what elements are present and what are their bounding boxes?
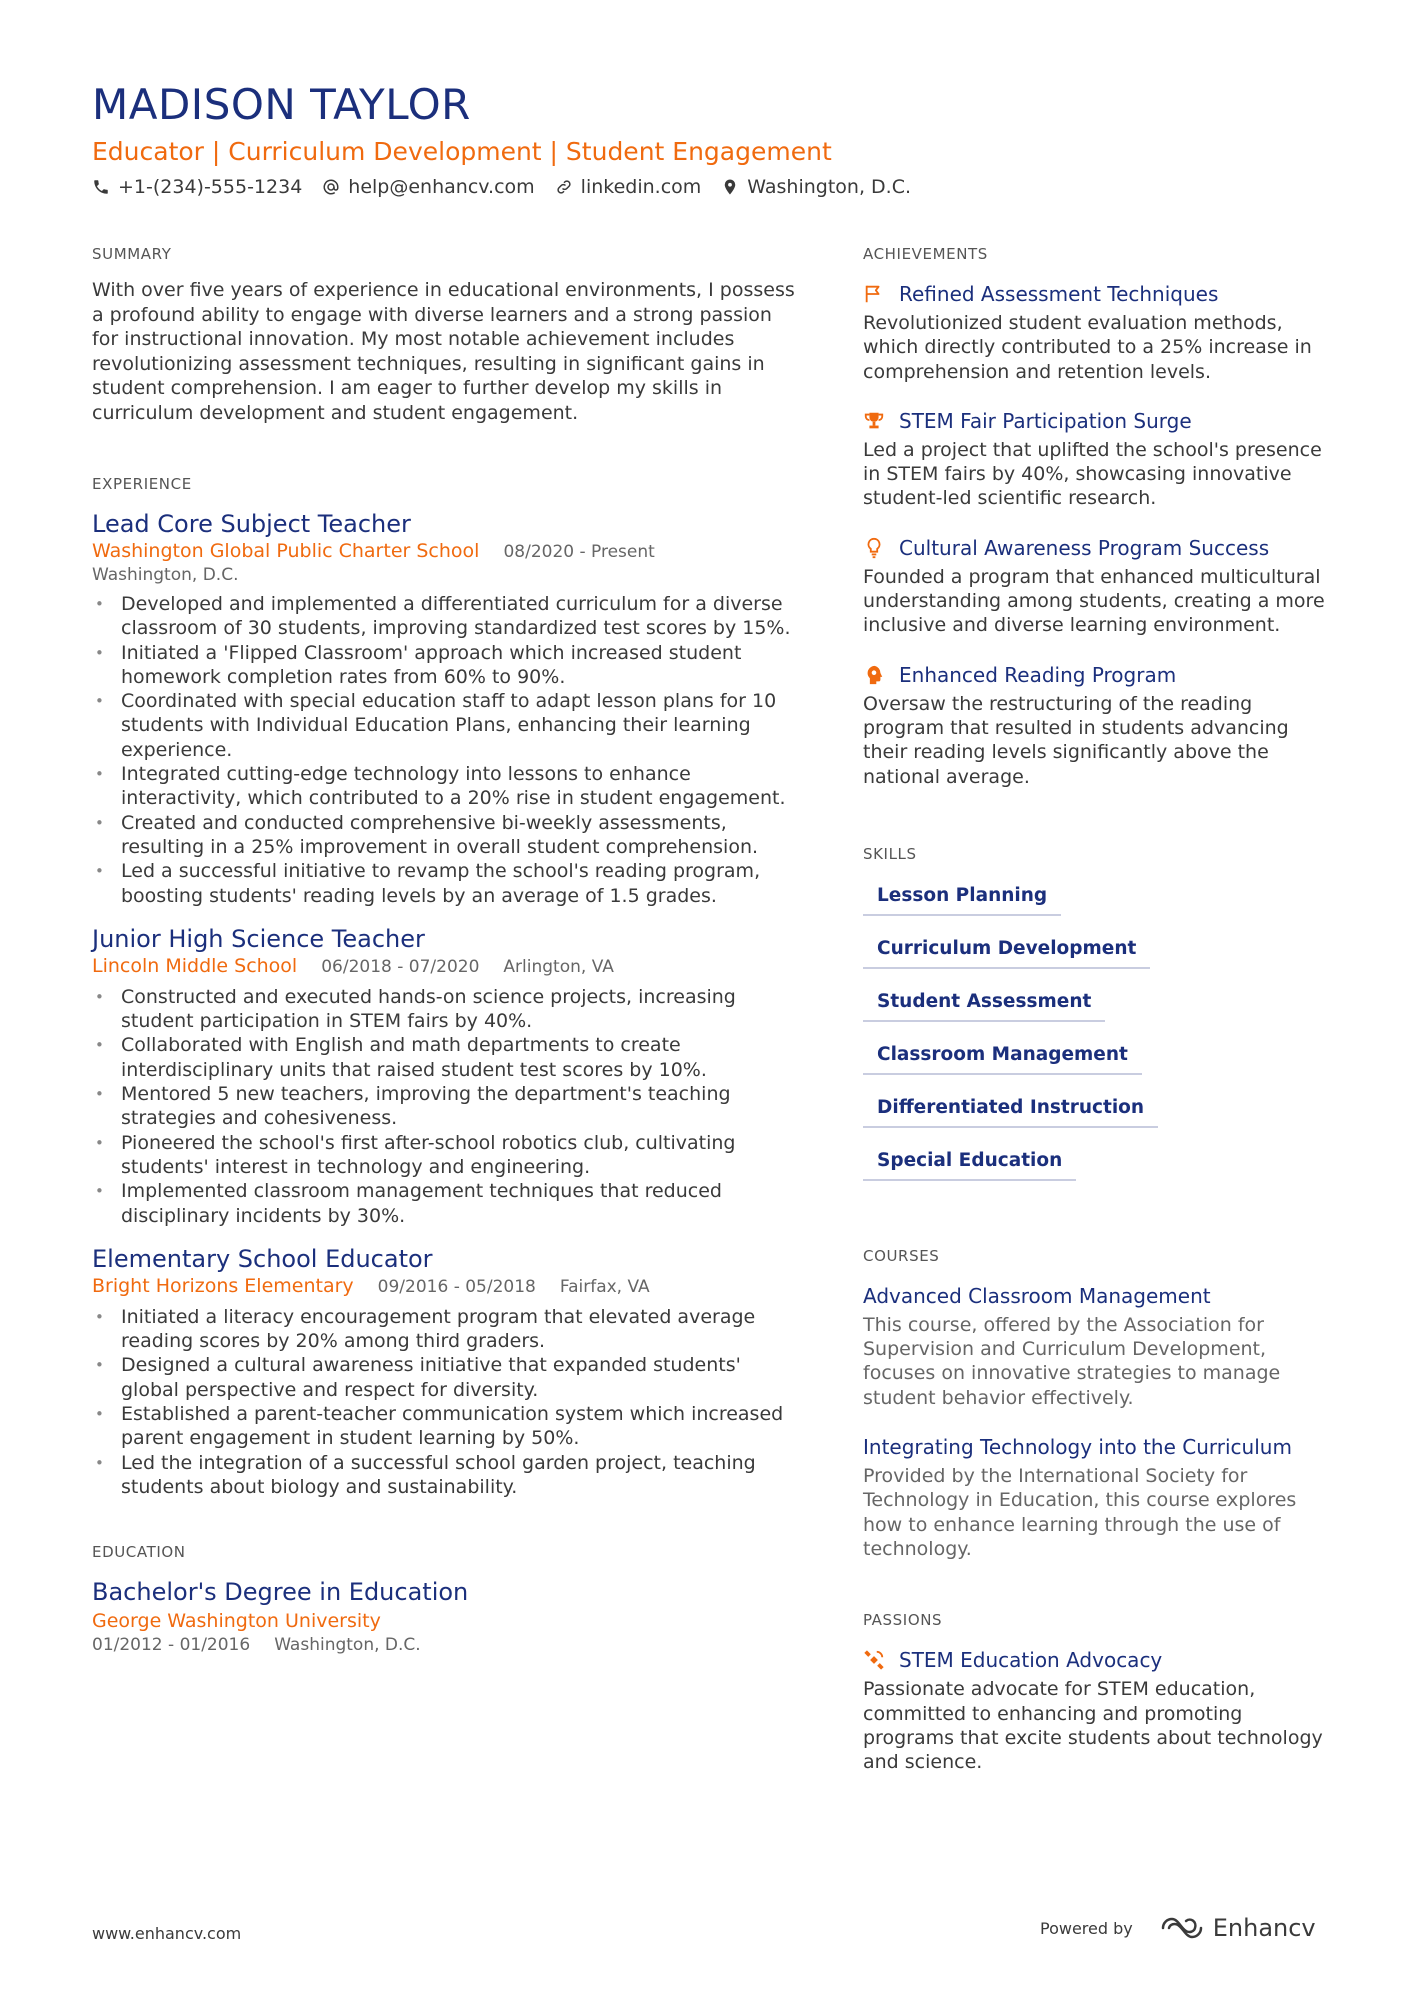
at-icon [322,178,340,196]
enhancv-logo[interactable] [1159,1914,1316,1942]
degree-title: Bachelor's Degree in Education [92,1578,469,1607]
course-desc: This course, offered by the Association for Supervision and Curriculum Development, focuses on innovative strategies to manage student behavior effectively. [863,1313,1281,1409]
job-bullets [92,1305,802,1499]
course-title: Integrating Technology into the Curriculum [863,1435,1292,1460]
skill-tag: Student Assessment [863,991,1105,1022]
skill-tag: Lesson Planning [863,885,1061,916]
achievement-item [863,408,1333,511]
location-text: Washington, D.C. [747,176,912,198]
contact-linkedin[interactable] [555,176,702,198]
experience-section [92,475,802,1499]
list-item: • Led a successful initiative to revamp the school's reading program, boosting students' reading levels by an average of 1.5 grades. [92,859,802,908]
section-title: COURSES [863,1246,940,1265]
education-meta [92,1633,802,1657]
list-item: • Mentored 5 new teachers, improving the department's teaching strategies and cohesiveness. [92,1082,802,1131]
achievement-title: Refined Assessment Techniques [899,282,1219,306]
courses-section [863,1247,1333,1561]
education-location: Washington, D.C. [274,1635,421,1656]
list-item: • Designed a cultural awareness initiative that expanded students' global perspective and respect for diversity. [92,1353,802,1402]
achievement-desc: Led a project that uplifted the school's presence in STEM fairs by 40%, showcasing innovative student-led scientific research. [863,438,1322,510]
section-title: ACHIEVEMENTS [863,245,988,263]
course-item [863,1283,1333,1410]
job-org: Washington Global Public Charter School [92,540,480,562]
job-location: Washington, D.C. [92,565,239,585]
job-bullets [92,985,802,1228]
list-item: • Coordinated with special education staff to adapt lesson plans for 10 students with Individual Education Plans, enhancing their learning experience. [92,689,802,762]
candidate-headline: Educator | Curriculum Development | Student Engagement [92,137,832,166]
school-line [92,1609,802,1633]
footer-website[interactable]: www.enhancv.com [92,1924,242,1943]
section-title: EDUCATION [92,1543,186,1562]
list-item: • Collaborated with English and math departments to create interdisciplinary units that raised student test scores by 10%. [92,1033,802,1082]
map-pin-icon [721,178,739,196]
job-location: Fairfax, VA [559,1276,650,1297]
list-item: • Pioneered the school's first after-school robotics club, cultivating students' interest in technology and engineering. [92,1131,802,1180]
skill-tag: Classroom Management [863,1044,1142,1075]
phone-icon [92,178,110,196]
left-column [92,245,802,1657]
passion-title: STEM Education Advocacy [899,1648,1163,1673]
list-item: • Created and conducted comprehensive bi-weekly assessments, resulting in a 25% improvement in overall student comprehension. [92,811,802,860]
section-title: EXPERIENCE [92,475,192,493]
job-date: 06/2018 - 07/2020 [321,956,480,977]
job-entry [92,1244,802,1499]
passion-desc: Passionate advocate for STEM education, committed to enhancing and promoting programs that excite students about technology and science. [863,1678,1323,1774]
skills-section [863,845,1333,1203]
list-item: • Implemented classroom management techniques that reduced disciplinary incidents by 30%. [92,1179,802,1228]
list-item: • Initiated a literacy encouragement program that elevated average reading scores by 20% among third graders. [92,1305,802,1354]
achievement-desc: Oversaw the restructuring of the reading program that resulted in students advancing their reading levels significantly above the national average. [863,692,1289,788]
course-item [863,1434,1333,1561]
contact-email[interactable] [322,176,534,198]
flag-icon [863,283,885,305]
section-title: SUMMARY [92,245,172,263]
achievement-item [863,281,1333,384]
job-date: 08/2020 - Present [503,542,655,562]
course-desc: Provided by the International Society for Technology in Education, this course explores how to enhance learning through the use of technology. [863,1465,1297,1560]
job-meta [92,954,802,979]
linkedin-text: linkedin.com [580,176,702,198]
summary-section [92,245,802,425]
head-icon [863,664,885,686]
job-title: Lead Core Subject Teacher [92,510,411,538]
contact-location [721,176,911,198]
satellite-icon [863,1649,885,1671]
achievements-section [863,245,1333,789]
list-item: • Integrated cutting-edge technology into lessons to enhance interactivity, which contributed to a 20% rise in student engagement. [92,762,802,811]
email-text: help@enhancv.com [348,176,535,198]
phone-text: +1-(234)-555-1234 [118,176,303,198]
passions-section [863,1611,1333,1774]
footer-branding [1040,1914,1316,1942]
list-item: • Established a parent-teacher communication system which increased parent engagement in student learning by 50%. [92,1402,802,1451]
contact-phone[interactable] [92,176,302,198]
job-org: Lincoln Middle School [92,954,298,977]
job-entry [92,924,802,1228]
link-icon [555,178,573,196]
candidate-name: MADISON TAYLOR [92,80,471,129]
education-section [92,1543,802,1657]
job-entry [92,509,802,908]
trophy-icon [863,410,885,432]
list-item: • Constructed and executed hands-on science projects, increasing student participation in STEM fairs by 40%. [92,985,802,1034]
section-title: PASSIONS [863,1611,943,1630]
list-item: • Developed and implemented a differentiated curriculum for a diverse classroom of 30 students, improving standardized test scores by 15%. [92,592,802,641]
job-title: Junior High Science Teacher [92,924,425,953]
achievement-desc: Founded a program that enhanced multicultural understanding among students, creating a more inclusive and diverse learning environment. [863,565,1325,637]
list-item: • Initiated a 'Flipped Classroom' approach which increased student homework completion rates from 60% to 90%. [92,641,802,690]
job-org: Bright Horizons Elementary [92,1274,354,1297]
course-title: Advanced Classroom Management [863,1283,1211,1308]
skill-tag: Curriculum Development [863,938,1150,969]
achievement-item [863,535,1333,638]
enhancv-logo-icon [1159,1914,1205,1942]
job-meta [92,539,802,564]
job-meta [92,1274,802,1299]
list-item: • Led the integration of a successful school garden project, teaching students about biology and sustainability. [92,1451,802,1500]
right-column [863,245,1333,1774]
section-title: SKILLS [863,844,917,863]
lightbulb-icon [863,537,885,559]
achievement-title: Enhanced Reading Program [899,662,1177,687]
achievement-item [863,662,1333,789]
skills-list [863,885,1333,1203]
achievement-desc: Revolutionized student evaluation methods, which directly contributed to a 25% increase in comprehension and retention levels. [863,312,1312,383]
passion-item [863,1647,1333,1774]
skill-tag: Differentiated Instruction [863,1097,1158,1128]
education-date: 01/2012 - 01/2016 [92,1635,251,1656]
powered-by-text: Powered by [1040,1918,1133,1938]
summary-text: With over five years of experience in educational environments, I possess a profound ability to engage with diverse learners and a strong passion for instructional innovation. My most notable achievement includes revolutionizing assessment techniques, resulting in significant gains in student comprehension. I am eager to further develop my skills in curriculum development and student engagement. [92,279,795,424]
brand-name: Enhancv [1212,1914,1316,1942]
job-location: Arlington, VA [503,956,614,977]
achievement-title: Cultural Awareness Program Success [899,535,1270,560]
achievement-title: STEM Fair Participation Surge [899,408,1192,433]
job-bullets [92,592,802,908]
school-name: George Washington University [92,1610,381,1633]
job-title: Elementary School Educator [92,1244,433,1273]
job-date: 09/2016 - 05/2018 [377,1276,536,1297]
contact-bar [92,176,931,198]
skill-tag: Special Education [863,1150,1076,1181]
